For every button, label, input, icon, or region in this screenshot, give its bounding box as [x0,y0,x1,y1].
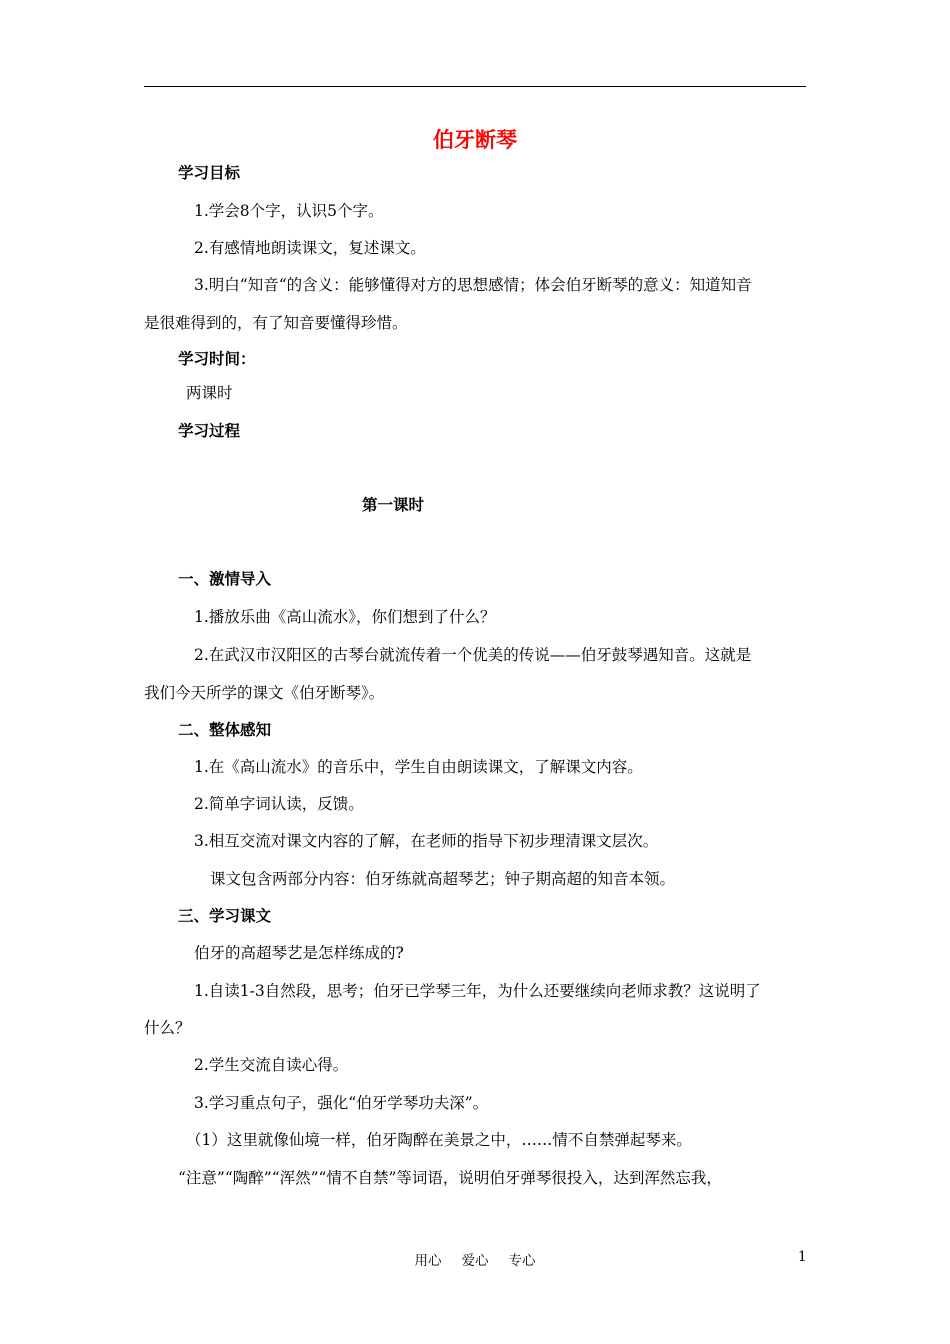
section3-line-2: 1.自读1-3自然段，思考；伯牙已学琴三年，为什么还要继续向老师求教？这说明了 [194,982,761,1000]
section3-line-4: 2.学生交流自读心得。 [194,1056,349,1074]
section3-heading: 三、学习课文 [178,907,272,925]
objective-3-cont: 是很难得到的，有了知音要懂得珍惜。 [144,314,408,332]
section3-line-3: 什么？ [144,1019,191,1037]
objective-2: 2.有感情地朗读课文，复述课文。 [194,239,426,257]
section1-line-3: 我们今天所学的课文《伯牙断琴》。 [144,684,385,702]
lesson-title: 第一课时 [362,496,425,514]
page-number: 1 [798,1249,807,1265]
time-value: 两课时 [186,384,233,402]
time-heading: 学习时间： [178,350,256,368]
section3-line-5: 3.学习重点句子，强化“伯牙学琴功夫深”。 [194,1094,489,1112]
section2-line-3: 3.相互交流对课文内容的了解，在老师的指导下初步理清课文层次。 [194,832,659,850]
objective-3: 3.明白“知音“的含义：能够懂得对方的思想感情；体会伯牙断琴的意义：知道知音 [194,276,752,294]
page-title: 伯牙断琴 [433,128,517,152]
footer-word: 用心 [414,1253,442,1269]
header-rule [144,86,806,87]
footer-word: 爱心 [461,1253,489,1269]
objectives-heading: 学习目标 [178,164,241,182]
section2-line-1: 1.在《高山流水》的音乐中，学生自由朗读课文，了解课文内容。 [194,758,643,776]
section2-line-4: 课文包含两部分内容：伯牙练就高超琴艺；钟子期高超的知音本领。 [210,870,676,888]
section3-line-6: （1）这里就像仙境一样，伯牙陶醉在美景之中，……情不自禁弹起琴来。 [186,1131,692,1149]
section1-heading: 一、激情导入 [178,570,272,588]
process-heading: 学习过程 [178,422,241,440]
section2-heading: 二、整体感知 [178,721,272,739]
section3-line-7: “注意”“陶醉”“浑然”“情不自禁”等词语，说明伯牙弹琴很投入，达到浑然忘我， [178,1169,722,1187]
objective-1: 1.学会8个字，认识5个字。 [194,202,384,220]
section1-line-2: 2.在武汉市汉阳区的古琴台就流传着一个优美的传说——伯牙鼓琴遇知音。这就是 [194,646,752,664]
section1-line-1: 1.播放乐曲《高山流水》，你们想到了什么？ [194,608,496,626]
footer-motto [0,1249,950,1269]
section3-line-1: 伯牙的高超琴艺是怎样练成的? [194,944,404,962]
section2-line-2: 2.简单字词认读，反馈。 [194,795,364,813]
footer-word: 专心 [508,1253,536,1269]
